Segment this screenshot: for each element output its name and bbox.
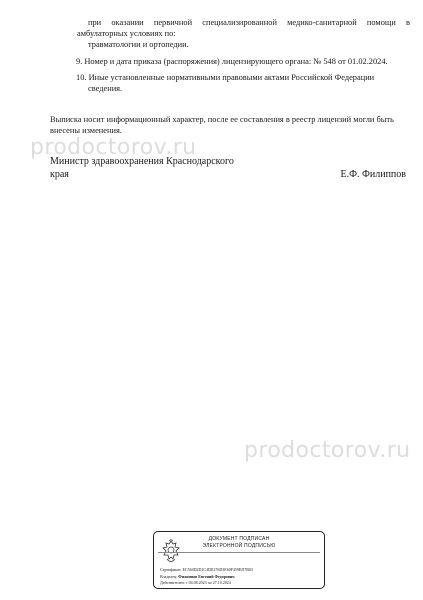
electronic-signature-stamp	[153, 531, 325, 589]
stamp-owner-row	[160, 574, 235, 579]
stamp-validity-value: с 04.08.2023 по 27.10.2024	[185, 580, 231, 585]
item9-text: 9. Номер и дата приказа (распоряжения) лицензирующего органа: № 548 от 01.02.2024.	[76, 57, 388, 66]
signatory-title-line2: края	[50, 169, 69, 180]
disclaimer-line2: внесены изменения.	[50, 126, 122, 135]
stamp-certificate-value: EC564D2D1C4DE276D3E60F459ED7B03	[182, 567, 253, 572]
signatory-name: Е.Ф. Филиппов	[340, 169, 406, 180]
watermark-top: prodoctorov.ru	[30, 135, 197, 160]
item10-text-line1: 10. Иные установленные нормативными правовыми актами Российской Федерации	[76, 73, 375, 82]
stamp-heading-2: ЭЛЕКТРОННОЙ ПОДПИСЬЮ	[202, 543, 276, 549]
stamp-validity-row	[160, 580, 231, 585]
stamp-certificate-label: Сертификат:	[160, 567, 182, 572]
signatory-title-line1: Министр здравоохранения Краснодарского	[50, 156, 234, 167]
item8-text-line3: травматологии и ортопедии.	[88, 40, 189, 49]
item8-text-line1: при оказании первичной специализированной медико-санитарной помощи в	[88, 18, 410, 27]
item8-text-line2: амбулаторных условиях по:	[77, 29, 176, 38]
disclaimer-line1: Выписка носит информационный характер, после ее составления в реестр лицензий могли быть	[50, 115, 394, 124]
stamp-divider	[158, 552, 320, 553]
stamp-owner-value: Филиппов Евгений Федорович	[178, 573, 235, 579]
item10-text-line2: сведения.	[88, 84, 123, 93]
watermark-bottom: prodoctorov.ru	[244, 438, 411, 463]
stamp-heading-1: ДОКУМЕНТ ПОДПИСАН	[208, 536, 270, 542]
stamp-owner-label: Владелец:	[160, 573, 178, 579]
stamp-certificate-row	[160, 567, 253, 572]
stamp-validity-label: Действителен:	[160, 580, 185, 585]
